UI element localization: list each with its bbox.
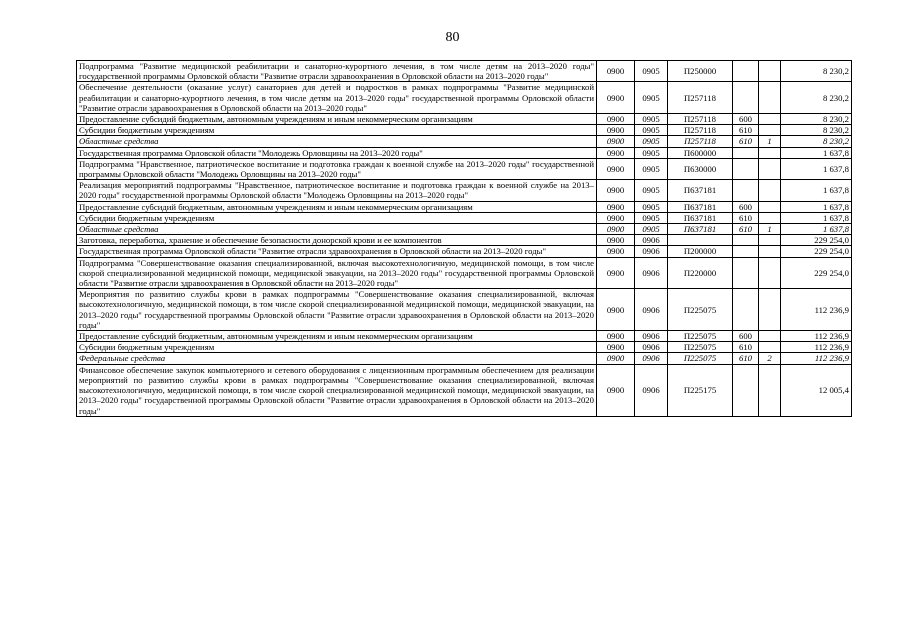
section-code: 0900 xyxy=(597,201,635,212)
row-description: Обеспечение деятельности (оказание услуг) санаториев для детей и подростков в рамках подпрограммы "Развитие медицинской реабилитации и санаторно-курортного лечения, в том числе детям на 2013–2020 годы" государственной программы Орловской области "Развитие отрасли здравоохранения в Орловской области на 2013–2020 годы" xyxy=(77,82,597,114)
expense-type-code: 610 xyxy=(733,353,759,364)
expense-type-code xyxy=(733,61,759,82)
funding-source-code xyxy=(759,289,781,331)
funding-source-code xyxy=(759,158,781,179)
row-description: Подпрограмма "Нравственное, патриотическое воспитание и подготовка граждан к военной службе на 2013–2020 годы" государственной программы Орловской области "Молодежь Орловщины на 2013–2020 годы" xyxy=(77,158,597,179)
row-description: Предоставление субсидий бюджетным, автономным учреждениям и иным некоммерческим организациям xyxy=(77,201,597,212)
expense-type-code xyxy=(733,235,759,246)
row-description: Мероприятия по развитию службы крови в рамках подпрограммы "Совершенствование оказания специализированной, включая высокотехнологичную, медицинской помощи, в том числе скорой специализированной медицинской помощи, медицинской эвакуации, на 2013–2020 годы" государственной программы Орловской области "Развитие отрасли здравоохранения в Орловской области на 2013–2020 годы" xyxy=(77,289,597,331)
table-row xyxy=(77,147,852,158)
expense-type-code: 610 xyxy=(733,125,759,136)
target-article-code: П257118 xyxy=(668,125,733,136)
amount: 112 236,9 xyxy=(781,342,852,353)
funding-source-code xyxy=(759,125,781,136)
subsection-code: 0906 xyxy=(635,246,668,257)
amount: 229 254,0 xyxy=(781,246,852,257)
subsection-code: 0906 xyxy=(635,257,668,289)
section-code: 0900 xyxy=(597,289,635,331)
section-code: 0900 xyxy=(597,158,635,179)
expense-type-code xyxy=(733,82,759,114)
table-row xyxy=(77,125,852,136)
subsection-code: 0906 xyxy=(635,235,668,246)
row-description: Федеральные средства xyxy=(77,353,597,364)
table-row xyxy=(77,180,852,201)
amount: 12 005,4 xyxy=(781,364,852,416)
funding-source-code xyxy=(759,212,781,223)
section-code: 0900 xyxy=(597,364,635,416)
target-article-code xyxy=(668,235,733,246)
table-row xyxy=(77,61,852,82)
row-description: Реализация мероприятий подпрограммы "Нравственное, патриотическое воспитание и подготовка граждан к военной службе на 2013–2020 годы" государственной программы Орловской области "Молодежь Орловщины на 2013–2020 годы" xyxy=(77,180,597,201)
subsection-code: 0905 xyxy=(635,136,668,147)
expense-type-code: 610 xyxy=(733,136,759,147)
budget-table xyxy=(76,60,852,417)
expense-type-code xyxy=(733,257,759,289)
expense-type-code xyxy=(733,289,759,331)
expense-type-code: 610 xyxy=(733,212,759,223)
amount: 1 637,8 xyxy=(781,201,852,212)
target-article-code: П257118 xyxy=(668,82,733,114)
section-code: 0900 xyxy=(597,353,635,364)
target-article-code: П637181 xyxy=(668,224,733,235)
amount: 1 637,8 xyxy=(781,158,852,179)
funding-source-code xyxy=(759,180,781,201)
target-article-code: П225075 xyxy=(668,353,733,364)
target-article-code: П637181 xyxy=(668,180,733,201)
row-description: Областные средства xyxy=(77,136,597,147)
table-row xyxy=(77,224,852,235)
target-article-code: П220000 xyxy=(668,257,733,289)
amount: 8 230,2 xyxy=(781,136,852,147)
target-article-code: П200000 xyxy=(668,246,733,257)
table-row xyxy=(77,82,852,114)
table-row xyxy=(77,235,852,246)
expense-type-code: 600 xyxy=(733,201,759,212)
funding-source-code xyxy=(759,61,781,82)
expense-type-code xyxy=(733,158,759,179)
amount: 8 230,2 xyxy=(781,125,852,136)
table-row xyxy=(77,257,852,289)
row-description: Предоставление субсидий бюджетным, автономным учреждениям и иным некоммерческим организациям xyxy=(77,331,597,342)
funding-source-code xyxy=(759,147,781,158)
section-code: 0900 xyxy=(597,224,635,235)
section-code: 0900 xyxy=(597,82,635,114)
amount: 8 230,2 xyxy=(781,61,852,82)
target-article-code: П257118 xyxy=(668,114,733,125)
subsection-code: 0906 xyxy=(635,342,668,353)
table-row xyxy=(77,353,852,364)
amount: 112 236,9 xyxy=(781,353,852,364)
funding-source-code xyxy=(759,114,781,125)
row-description: Подпрограмма "Развитие медицинской реабилитации и санаторно-курортного лечения, в том числе детям на 2013–2020 годы" государственной программы Орловской области "Развитие отрасли здравоохранения в Орловской области на 2013–2020 годы" xyxy=(77,61,597,82)
table-row xyxy=(77,201,852,212)
expense-type-code: 610 xyxy=(733,224,759,235)
subsection-code: 0905 xyxy=(635,61,668,82)
target-article-code: П250000 xyxy=(668,61,733,82)
row-description: Областные средства xyxy=(77,224,597,235)
target-article-code: П257118 xyxy=(668,136,733,147)
amount: 1 637,8 xyxy=(781,212,852,223)
amount: 112 236,9 xyxy=(781,289,852,331)
subsection-code: 0906 xyxy=(635,364,668,416)
amount: 1 637,8 xyxy=(781,147,852,158)
row-description: Государственная программа Орловской области "Развитие отрасли здравоохранения в Орловской области на 2013–2020 годы" xyxy=(77,246,597,257)
funding-source-code: 1 xyxy=(759,136,781,147)
table-row xyxy=(77,212,852,223)
subsection-code: 0905 xyxy=(635,224,668,235)
subsection-code: 0905 xyxy=(635,147,668,158)
row-description: Заготовка, переработка, хранение и обеспечение безопасности донорской крови и ее компонентов xyxy=(77,235,597,246)
subsection-code: 0905 xyxy=(635,82,668,114)
funding-source-code xyxy=(759,235,781,246)
subsection-code: 0905 xyxy=(635,114,668,125)
section-code: 0900 xyxy=(597,257,635,289)
row-description: Подпрограмма "Совершенствование оказания специализированной, включая высокотехнологичную, медицинской помощи, в том числе скорой специализированной медицинской помощи, медицинской эвакуации, на 2013–2020 годы" государственной программы Орловской области "Развитие отрасли здравоохранения в Орловской области на 2013–2020 годы" xyxy=(77,257,597,289)
subsection-code: 0905 xyxy=(635,158,668,179)
table-row xyxy=(77,364,852,416)
target-article-code: П637181 xyxy=(668,212,733,223)
expense-type-code: 610 xyxy=(733,342,759,353)
subsection-code: 0905 xyxy=(635,212,668,223)
row-description: Государственная программа Орловской области "Молодежь Орловщины на 2013–2020 годы" xyxy=(77,147,597,158)
row-description: Субсидии бюджетным учреждениям xyxy=(77,342,597,353)
expense-type-code xyxy=(733,246,759,257)
funding-source-code xyxy=(759,331,781,342)
table-row xyxy=(77,136,852,147)
funding-source-code: 2 xyxy=(759,353,781,364)
amount: 1 637,8 xyxy=(781,180,852,201)
subsection-code: 0906 xyxy=(635,353,668,364)
subsection-code: 0905 xyxy=(635,180,668,201)
row-description: Субсидии бюджетным учреждениям xyxy=(77,125,597,136)
section-code: 0900 xyxy=(597,180,635,201)
target-article-code: П225075 xyxy=(668,342,733,353)
subsection-code: 0906 xyxy=(635,331,668,342)
table-row xyxy=(77,289,852,331)
section-code: 0900 xyxy=(597,125,635,136)
table-row xyxy=(77,331,852,342)
target-article-code: П630000 xyxy=(668,158,733,179)
target-article-code: П225075 xyxy=(668,289,733,331)
table-row xyxy=(77,158,852,179)
table-row xyxy=(77,114,852,125)
section-code: 0900 xyxy=(597,136,635,147)
target-article-code: П225175 xyxy=(668,364,733,416)
row-description: Предоставление субсидий бюджетным, автономным учреждениям и иным некоммерческим организациям xyxy=(77,114,597,125)
table-row xyxy=(77,342,852,353)
funding-source-code: 1 xyxy=(759,224,781,235)
amount: 1 637,8 xyxy=(781,224,852,235)
expense-type-code xyxy=(733,147,759,158)
amount: 8 230,2 xyxy=(781,114,852,125)
section-code: 0900 xyxy=(597,331,635,342)
funding-source-code xyxy=(759,201,781,212)
subsection-code: 0906 xyxy=(635,289,668,331)
row-description: Финансовое обеспечение закупок компьютерного и сетевого оборудования с лицензионным программным обеспечением для реализации мероприятий по развитию службы крови в рамках подпрограммы "Совершенствование оказания специализированной, включая высокотехнологичную, медицинской помощи, в том числе скорой специализированной медицинской помощи, медицинской эвакуации, на 2013–2020 годы" государственной программы Орловской области "Развитие отрасли здравоохранения в Орловской области на 2013–2020 годы" xyxy=(77,364,597,416)
amount: 229 254,0 xyxy=(781,235,852,246)
subsection-code: 0905 xyxy=(635,201,668,212)
amount: 8 230,2 xyxy=(781,82,852,114)
funding-source-code xyxy=(759,364,781,416)
funding-source-code xyxy=(759,246,781,257)
funding-source-code xyxy=(759,257,781,289)
funding-source-code xyxy=(759,82,781,114)
amount: 112 236,9 xyxy=(781,331,852,342)
expense-type-code: 600 xyxy=(733,114,759,125)
section-code: 0900 xyxy=(597,61,635,82)
section-code: 0900 xyxy=(597,235,635,246)
expense-type-code xyxy=(733,364,759,416)
page-number: 80 xyxy=(445,30,460,45)
budget-table-body xyxy=(77,61,852,417)
section-code: 0900 xyxy=(597,246,635,257)
funding-source-code xyxy=(759,342,781,353)
section-code: 0900 xyxy=(597,114,635,125)
amount: 229 254,0 xyxy=(781,257,852,289)
target-article-code: П637181 xyxy=(668,201,733,212)
subsection-code: 0905 xyxy=(635,125,668,136)
expense-type-code: 600 xyxy=(733,331,759,342)
expense-type-code xyxy=(733,180,759,201)
table-row xyxy=(77,246,852,257)
section-code: 0900 xyxy=(597,342,635,353)
section-code: 0900 xyxy=(597,212,635,223)
target-article-code: П600000 xyxy=(668,147,733,158)
section-code: 0900 xyxy=(597,147,635,158)
row-description: Субсидии бюджетным учреждениям xyxy=(77,212,597,223)
target-article-code: П225075 xyxy=(668,331,733,342)
